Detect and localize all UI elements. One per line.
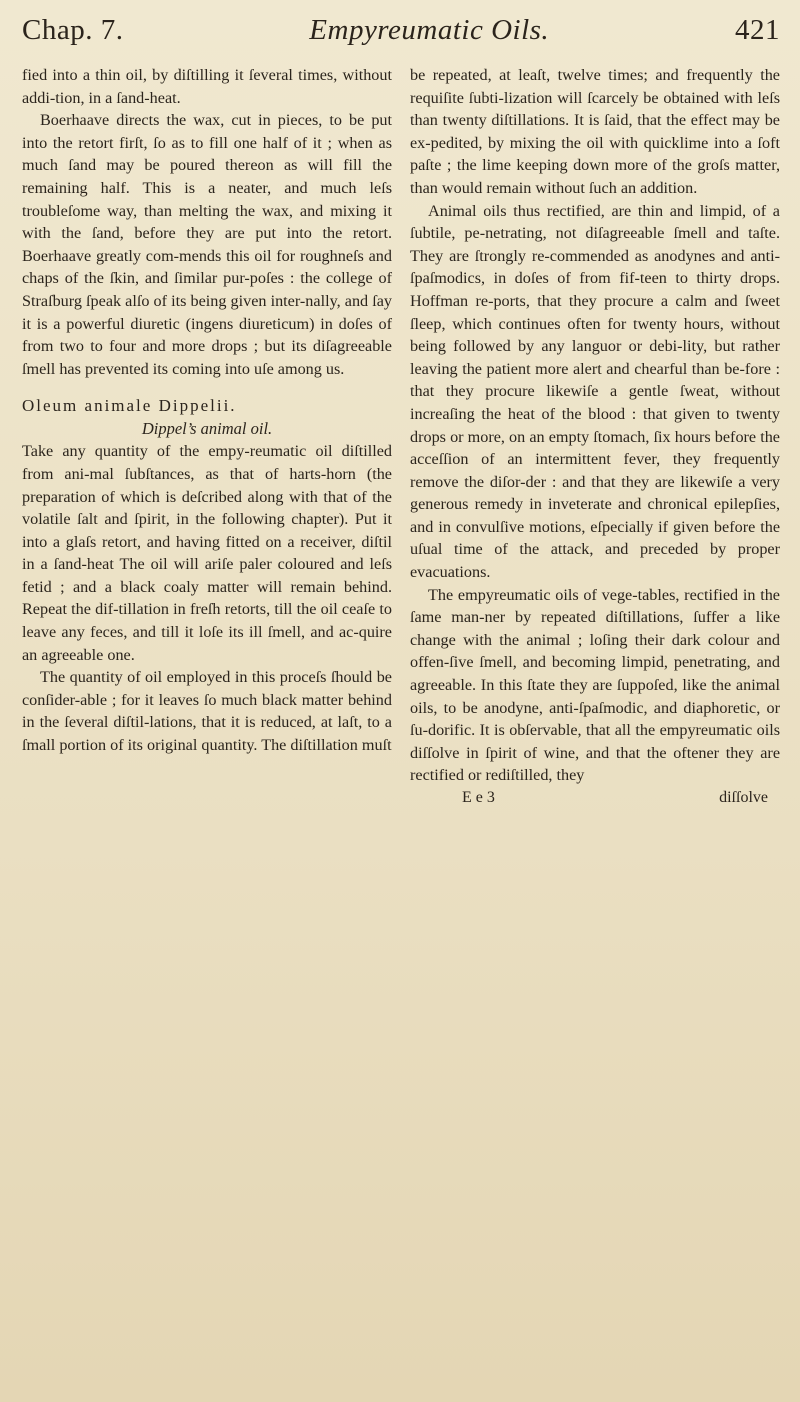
text-columns: [22, 64, 780, 807]
chapter-label: Chap. 7.: [22, 14, 124, 46]
section-heading: Oleum animale Dippelii.: [22, 396, 237, 416]
right-column: [410, 64, 780, 807]
paragraph: Take any quantity of the empy-reumatic oil diſtilled from ani-mal ſubſtances, as that of harts-horn (the preparation of which is deſcribed along with that of the volatile ſalt and ſpirit, in the following chapter). Put it into a glaſs retort, and having fitted on a receiver, diſtil in a ſand-heat The oil will ariſe paler coloured and leſs fetid ; and a black coaly matter will remain behind. Repeat the dif-tillation in freſh retorts, till the oil ceaſe to leave any feces, and till it loſe its ill ſmell, and ac-quire an agreeable one.: [22, 442, 392, 664]
paragraph: Animal oils thus rectified, are thin and limpid, of a ſubtile, pe-netrating, not diſagreeable ſmell and taſte. They are ſtrongly re-commended as anodynes and anti-ſpaſmodics, in doſes of from fif-teen to thirty drops. Hoffman re-ports, that they procure a calm and ſweet ſleep, which continues often for twenty hours, without being followed by any languor or debi-lity, but rather leaving the patient more alert and chearful than be-fore : that they procure likewiſe a gentle ſweat, without increaſing the heat of the blood : that given to twenty drops or more, on an empty ſtomach, ſix hours before the acceſſion of an intermittent fever, they frequently remove the diſor-der : and that they are likewiſe a very generous remedy in inveterate and chronical epilepſies, and in convulſive motions, eſpecially if given before the uſual time of the attack, and preceded by proper evacuations.: [410, 201, 780, 582]
paragraph: The quantity of oil employed in this proceſs ſhould be conſider-able ; for it leaves ſo much black matter behind in the ſeveral diſtil-lations, that it is reduced, at laſt, to a ſmall portion of its original quantity. The diſtillation muſt: [22, 668, 392, 755]
running-header: [22, 14, 780, 58]
paragraph: fied into a thin oil, by diſtilling it ſeveral times, without addi-tion, in a ſand-heat.: [22, 66, 392, 107]
page-footer: [410, 789, 780, 807]
page-number: 421: [734, 14, 780, 46]
section-subheading: Dippel’s animal oil.: [141, 419, 273, 439]
paragraph: The empyreumatic oils of vege-tables, rectified in the ſame man-ner by repeated diſtillations, ſuffer a like change with the animal ; loſing their dark colour and offen-ſive ſmell, and becoming limpid, penetrating, and agreeable. In this ſtate they are ſuppoſed, like the animal oils, to be anodyne, anti-ſpaſmodic, and diaphoretic, or ſu-dorific. It is obſervable, that all the empyreumatic oils diſſolve in ſpirit of wine, and that the oftener they are rectified or rediſtilled, they: [410, 585, 780, 785]
paragraph: Boerhaave directs the wax, cut in pieces, to be put into the retort firſt, ſo as to fill one half of it ; when as much ſand may be poured thereon as will fill the remaining half. This is a neater, and much leſs troubleſome way, than melting the wax, and mixing it with the ſand, before they are put into the retort. Boerhaave greatly com-mends this oil for roughneſs and chaps of the ſkin, and ſimilar pur-poſes : the college of Straſburg ſpeak alſo of its being given inter-nally, and ſay it is a powerful diuretic (ingens diureticum) in doſes of from two to four and more drops ; but its diſagreeable ſmell has prevented its coming into uſe among us.: [22, 111, 392, 378]
catchword: diſſolve: [719, 789, 768, 806]
signature-mark: E e 3: [462, 789, 495, 806]
paragraph: be repeated, at leaſt, twelve times; and frequently the requiſite ſubti-lization will ſcarcely be obtained with leſs than twenty diſtillations. It is ſaid, that the effect may be ex-pedited, by mixing the oil with quicklime into a ſoft paſte ; the lime keeping down more of the groſs matter, than would remain without ſuch an addition.: [410, 66, 780, 197]
left-column: [22, 64, 392, 807]
page-title: Empyreumatic Oils.: [309, 14, 550, 46]
